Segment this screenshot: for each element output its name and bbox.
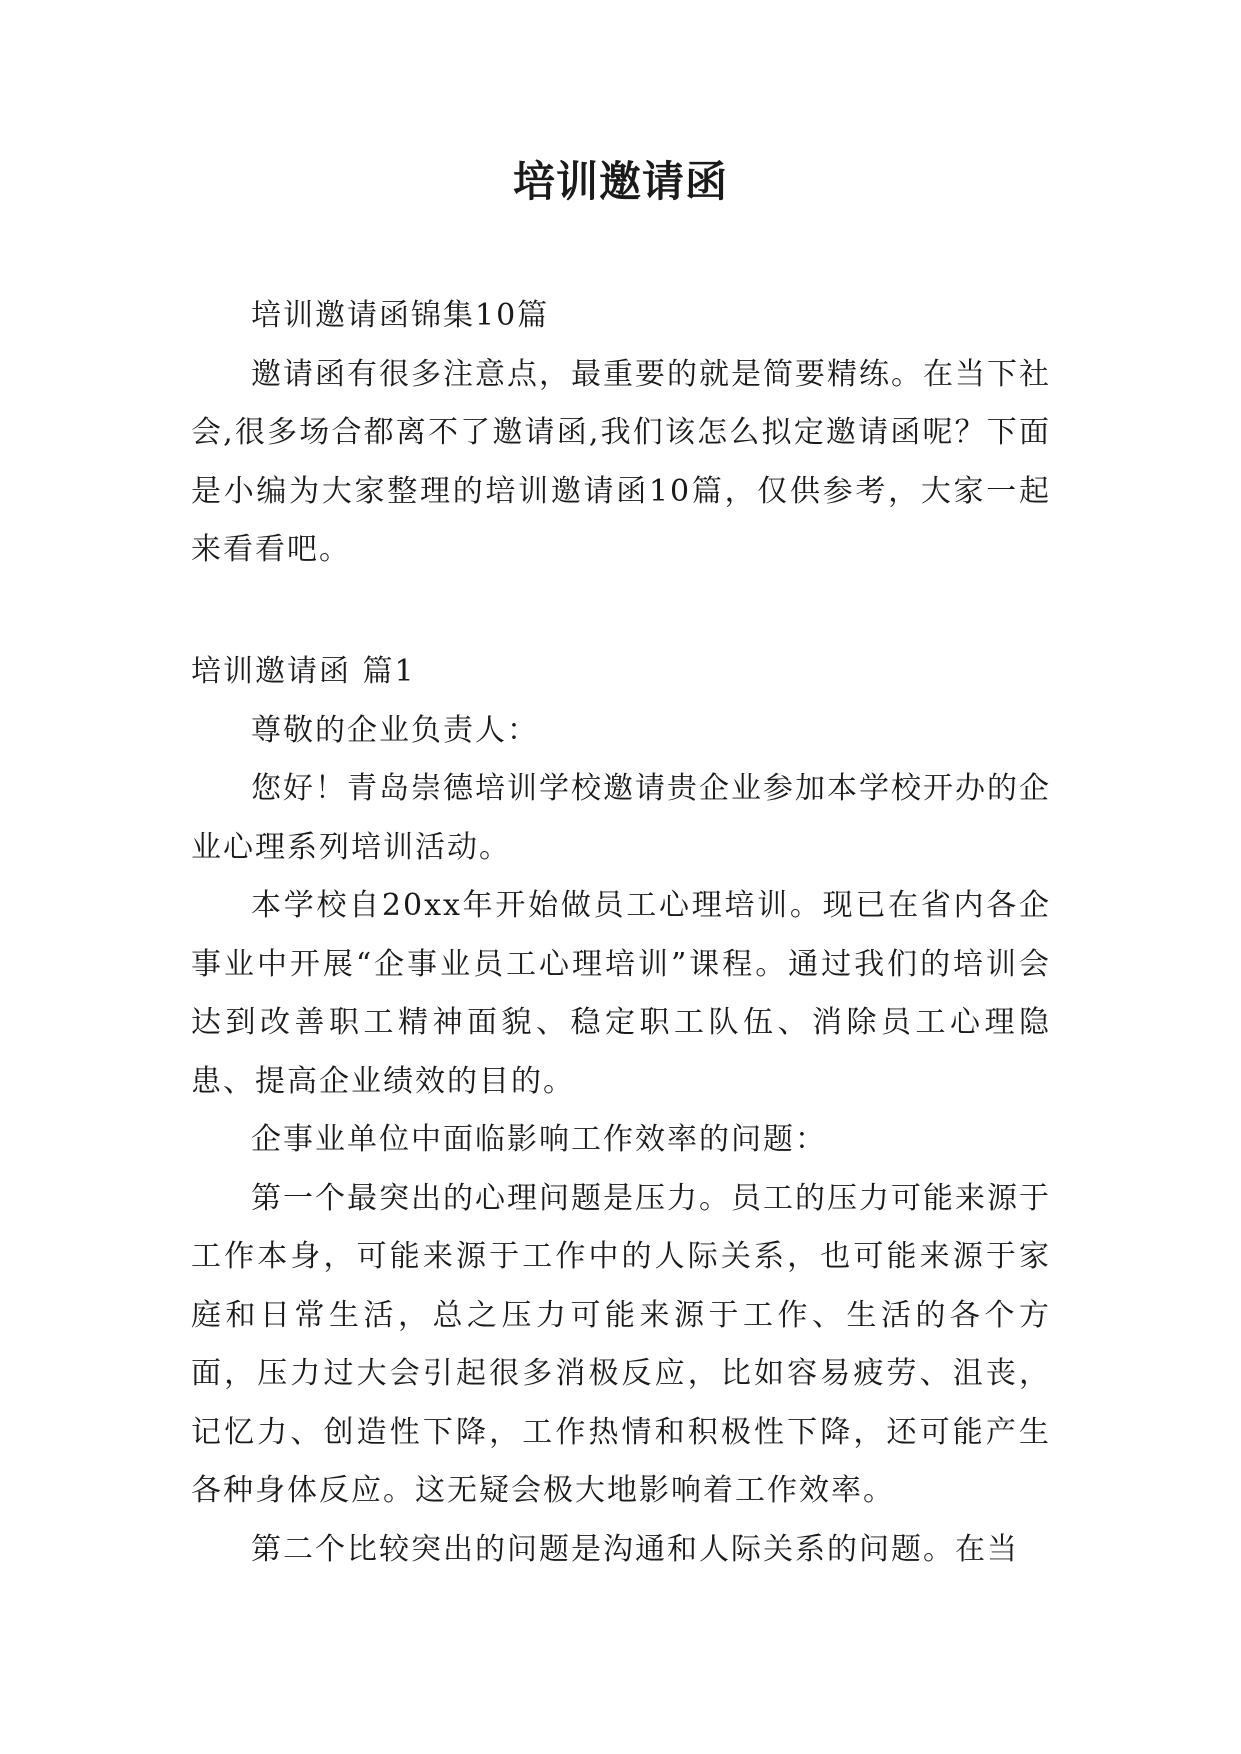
paragraph-problems-heading: 企事业单位中面临影响工作效率的问题： — [251, 1122, 827, 1157]
intro-paragraph: 邀请函有很多注意点，最重要的就是简要精练。在当下社会,很多场合都离不了邀请函,我们该怎么拟定邀请函呢？下面是小编为大家整理的培训邀请函10篇，仅供参考，大家一起来看看吧。 — [191, 356, 1051, 567]
document-title: 培训邀请函 — [512, 157, 728, 206]
intro-subtitle: 培训邀请函锦集10篇 — [251, 298, 550, 333]
section-heading: 培训邀请函 篇1 — [191, 654, 416, 689]
section-1 — [191, 643, 1051, 1579]
paragraph-problem-communication: 第二个比较突出的问题是沟通和人际关系的问题。在当 — [251, 1531, 1019, 1567]
salutation: 尊敬的企业负责人： — [251, 712, 539, 748]
intro-block — [191, 287, 1051, 580]
paragraph-greeting: 您好！青岛崇德培训学校邀请贵企业参加本学校开办的企业心理系列培训活动。 — [191, 771, 1051, 865]
paragraph-school-intro: 本学校自20xx年开始做员工心理培训。现已在省内各企事业中开展“企事业员工心理培训”课程。通过我们的培训会达到改善职工精神面貌、稳定职工队伍、消除员工心理隐患、提高企业绩效的目的。 — [191, 888, 1051, 1099]
paragraph-problem-pressure: 第一个最突出的心理问题是压力。员工的压力可能来源于工作本身，可能来源于工作中的人际关系，也可能来源于家庭和日常生活，总之压力可能来源于工作、生活的各个方面，压力过大会引起很多消极反应，比如容易疲劳、沮丧，记忆力、创造性下降，工作热情和积极性下降，还可能产生各种身体反应。这无疑会极大地影响着工作效率。 — [191, 1180, 1051, 1508]
